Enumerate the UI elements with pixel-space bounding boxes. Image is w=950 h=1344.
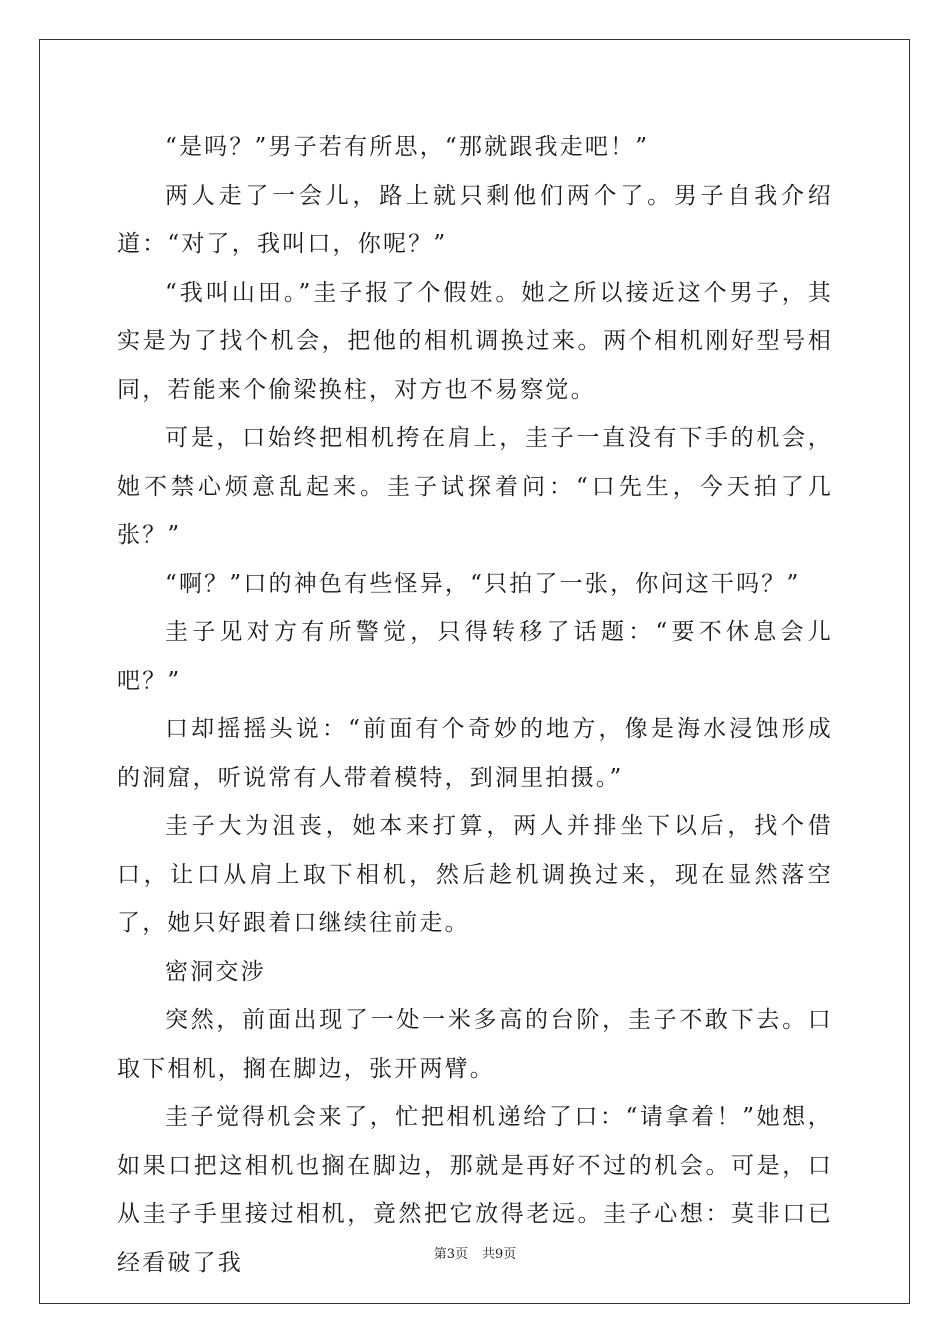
document-body (117, 123, 833, 1287)
paragraph: 口却摇摇头说：“前面有个奇妙的地方，像是海水浸蚀形成的洞窟，听说常有人带着模特，到洞里拍摄。” (117, 716, 833, 791)
page-number: 第3页 (433, 1247, 468, 1262)
paragraph: “啊？”口的神色有些怪异，“只拍了一张，你问这干吗？” (165, 570, 801, 597)
page-footer (0, 1246, 950, 1264)
paragraph: “是吗？”男子若有所思，“那就跟我走吧！” (165, 134, 650, 160)
paragraph: 可是，口始终把相机挎在肩上，圭子一直没有下手的机会，她不禁心烦意乱起来。圭子试探着问：“口先生，今天拍了几张？” (117, 425, 833, 548)
paragraph: 圭子大为沮丧，她本来打算，两人并排坐下以后，找个借口，让口从肩上取下相机，然后趁机调换过来，现在显然落空了，她只好跟着口继续往前走。 (117, 813, 833, 936)
section-heading: 密洞交涉 (165, 958, 266, 985)
paragraph: 圭子见对方有所警觉，只得转移了话题：“要不休息会儿吧？” (117, 619, 833, 694)
paragraph: 两人走了一会儿，路上就只剩他们两个了。男子自我介绍道：“对了，我叫口，你呢？” (117, 182, 833, 257)
paragraph: “我叫山田。”圭子报了个假姓。她之所以接近这个男子，其实是为了找个机会，把他的相机调换过来。两个相机刚好型号相同，若能来个偷梁换柱，对方也不易察觉。 (117, 279, 833, 403)
paragraph: 突然，前面出现了一处一米多高的台阶，圭子不敢下去。口取下相机，搁在脚边，张开两臂。 (117, 1007, 833, 1082)
paragraph: 圭子觉得机会来了，忙把相机递给了口：“请拿着！”她想，如果口把这相机也搁在脚边，那就是再好不过的机会。可是，口从圭子手里接过相机，竟然把它放得老远。圭子心想：莫非口已经看破了我 (117, 1104, 833, 1276)
total-pages: 共9页 (482, 1247, 517, 1262)
